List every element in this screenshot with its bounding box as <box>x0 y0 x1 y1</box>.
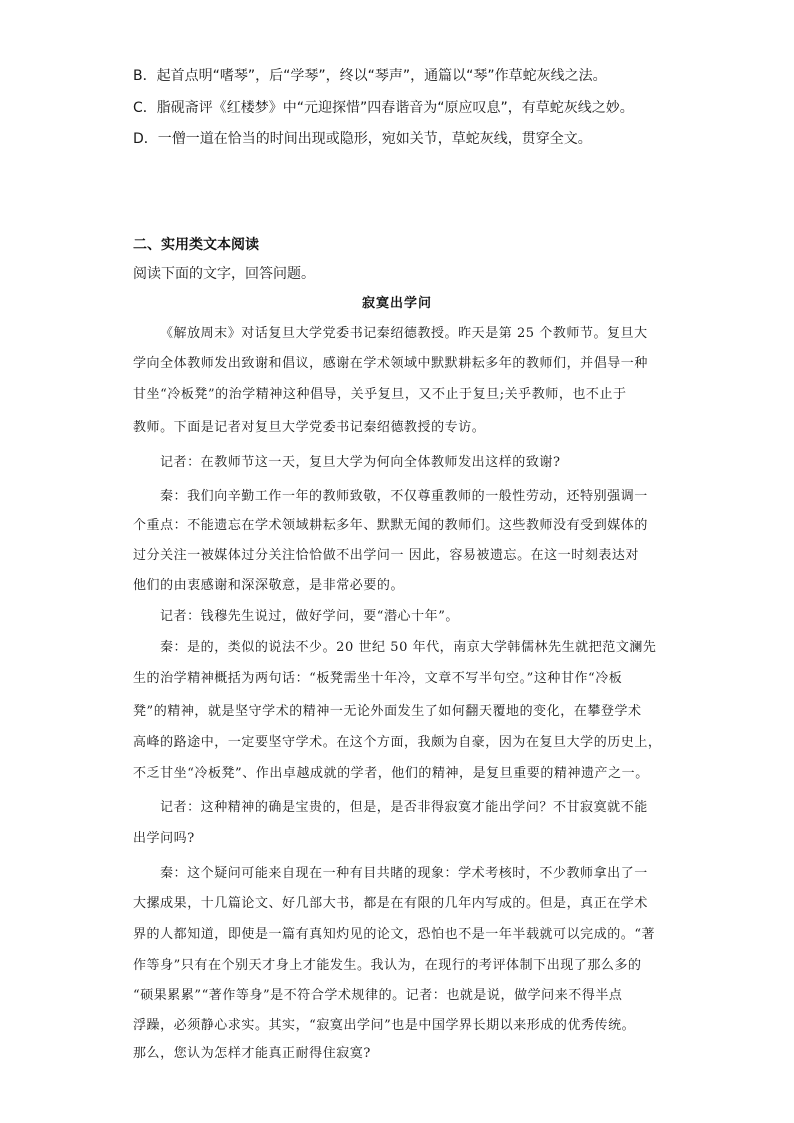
article-line: “硕果累累”“著作等身”是不符合学术规律的。记者：也就是说，做学问来不得半点 <box>133 988 623 1003</box>
article-title: 寂寞出学问 <box>361 296 432 311</box>
option-b: B．起首点明“嗜琴”，后“学琴”，终以“琴声”，通篇以“琴”作草蛇灰线之法。 <box>133 68 607 84</box>
option-c: C．脂砚斋评《红楼梦》中“元迎探惜”四春谐音为“原应叹息”，有草蛇灰线之妙。 <box>133 100 634 116</box>
article-line: 凳”的精神，就是坚守学术的精神一无论外面发生了如何翻天覆地的变化，在攀登学术 <box>133 704 642 719</box>
interview-question: 记者：在教师节这一天，复旦大学为何向全体教师发出这样的致谢? <box>160 455 561 470</box>
article-line: 作等身”只有在个别天才身上才能发生。我认为，在现行的考评体制下出现了那么多的 <box>133 958 642 973</box>
interview-answer: 秦：我们向辛勤工作一年的教师致敬，不仅尊重教师的一般性劳动，还特别强调一 <box>160 489 648 504</box>
interview-answer: 秦：这个疑问可能来自现在一种有目共睹的现象：学术考核时，不少教师拿出了一 <box>160 866 648 881</box>
section-heading: 二、实用类文本阅读 <box>133 237 259 253</box>
interview-question: 记者：钱穆先生说过，做好学问，要“潜心十年”。 <box>160 609 459 624</box>
article-line: 教师。下面是记者对复旦大学党委书记秦绍德教授的专访。 <box>133 420 486 435</box>
article-line: 生的治学精神概括为两句话：“板凳需坐十年冷，文章不写半句空。”这种甘作“冷板 <box>133 671 623 686</box>
article-line: 界的人都知道，即使是一篇有真知灼见的论文，恐怕也不是一年半载就可以完成的。“著 <box>133 927 656 942</box>
article-line: 过分关注一被媒体过分关注恰恰做不出学问一 因此，容易被遗忘。在这一时刻表达对 <box>133 548 640 563</box>
article-line: 甘坐“冷板凳”的治学精神这种倡导，关乎复旦，又不止于复旦;关乎教师，也不止于 <box>133 387 627 402</box>
interview-question: 记者：这种精神的确是宝贵的，但是，是否非得寂寞才能出学问？不甘寂寞就不能 <box>160 800 648 815</box>
article-line: 《解放周末》对话复旦大学党委书记秦绍德教授。昨天是第 25 个教师节。复旦大 <box>160 326 648 341</box>
article-line: 高峰的路途中，一定要坚守学术。在这个方面，我颇为自豪，因为在复旦大学的历史上， <box>133 735 662 750</box>
article-line: 出学问吗? <box>133 831 195 846</box>
option-d: D．一僧一道在恰当的时间出现或隐形，宛如关节，草蛇灰线，贯穿全文。 <box>133 131 592 147</box>
article-line: 那么，您认为怎样才能真正耐得住寂寞? <box>133 1046 371 1061</box>
article-line: 他们的由衷感谢和深深敬意，是非常必要的。 <box>133 578 405 593</box>
article-line: 浮躁，必须静心求实。其实，“寂寞出学问”也是中国学界长期以来形成的优秀传统。 <box>133 1018 636 1033</box>
article-line: 大摞成果，十几篇论文、好几部大书，都是在有限的几年内写成的。但是，真正在学术 <box>133 896 648 911</box>
interview-answer: 秦：是的，类似的说法不少。20 世纪 50 年代，南京大学韩儒林先生就把范文澜先 <box>160 640 657 655</box>
reading-instruction: 阅读下面的文字，回答问题。 <box>133 266 315 282</box>
article-line: 学向全体教师发出致谢和倡议，感谢在学术领域中默默耕耘多年的教师们，并倡导一种 <box>133 356 648 371</box>
article-line: 不乏甘坐“冷板凳”、作出卓越成就的学者，他们的精神，是复旦重要的精神遗产之一。 <box>133 766 649 781</box>
article-line: 个重点：不能遗忘在学术领域耕耘多年、默默无闻的教师们。这些教师没有受到媒体的 <box>133 518 648 533</box>
